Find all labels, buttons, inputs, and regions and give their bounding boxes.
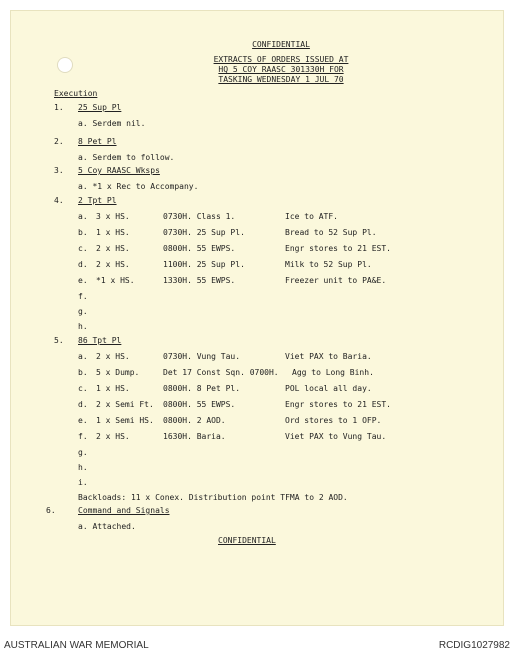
item-title: 2 Tpt Pl xyxy=(78,196,117,205)
row-label: a. xyxy=(78,352,88,361)
row-time-unit: 0730H. Vung Tau. xyxy=(163,352,241,361)
item-title: Command and Signals xyxy=(78,506,170,515)
row-task: POL local all day. xyxy=(285,384,372,393)
row-label: d. xyxy=(78,260,88,269)
row-time-unit: 1630H. Baria. xyxy=(163,432,226,441)
item-title: 8 Pet Pl xyxy=(78,137,117,146)
punch-hole xyxy=(58,58,72,72)
title-line-3: TASKING WEDNESDAY 1 JUL 70 xyxy=(218,75,344,84)
row-task: Milk to 52 Sup Pl. xyxy=(285,260,372,269)
row-task: Viet PAX to Vung Tau. xyxy=(285,432,387,441)
row-label: c. xyxy=(78,244,88,253)
item-title: 86 Tpt Pl xyxy=(78,336,122,345)
row-time-unit: 0800H. 8 Pet Pl. xyxy=(163,384,241,393)
row-vehicles: 2 x HS. xyxy=(96,432,130,441)
row-label-empty: g. xyxy=(78,448,88,457)
row-vehicles: 1 x HS. xyxy=(96,228,130,237)
row-task: Ice to ATF. xyxy=(285,212,338,221)
row-label: f. xyxy=(78,432,88,441)
row-vehicles: 2 x HS. xyxy=(96,260,130,269)
row-time-unit: Det 17 Const Sqn. 0700H. xyxy=(163,368,279,377)
item-number: 6. xyxy=(46,506,56,515)
classification-top: CONFIDENTIAL xyxy=(252,40,310,49)
row-label-empty: f. xyxy=(78,292,88,301)
sub-item: a. Attached. xyxy=(78,522,136,531)
row-label-empty: h. xyxy=(78,322,88,331)
archive-reference: RCDIG1027982 xyxy=(438,640,510,651)
row-time-unit: 0730H. 25 Sup Pl. xyxy=(163,228,245,237)
row-task: Bread to 52 Sup Pl. xyxy=(285,228,377,237)
row-label: e. xyxy=(78,276,88,285)
sub-item: a. Serdem nil. xyxy=(78,119,146,128)
row-label: b. xyxy=(78,368,88,377)
archive-credit: AUSTRALIAN WAR MEMORIAL xyxy=(4,640,149,651)
item-number: 4. xyxy=(54,196,64,205)
row-time-unit: 0800H. 55 EWPS. xyxy=(163,244,236,253)
row-label: e. xyxy=(78,416,88,425)
row-label-empty: g. xyxy=(78,307,88,316)
section-heading: Execution xyxy=(54,89,98,98)
row-time-unit: 1100H. 25 Sup Pl. xyxy=(163,260,245,269)
row-task: Viet PAX to Baria. xyxy=(285,352,372,361)
backloads-line: Backloads: 11 x Conex. Distribution point TFMA to 2 AOD. xyxy=(78,493,348,502)
row-task: Agg to Long Binh. xyxy=(292,368,374,377)
row-task: Freezer unit to PA&E. xyxy=(285,276,387,285)
item-number: 1. xyxy=(54,103,64,112)
row-vehicles: 2 x HS. xyxy=(96,244,130,253)
row-vehicles: 1 x HS. xyxy=(96,384,130,393)
row-label-empty: h. xyxy=(78,463,88,472)
item-title: 25 Sup Pl xyxy=(78,103,122,112)
sub-item: a. *1 x Rec to Accompany. xyxy=(78,182,199,191)
item-number: 5. xyxy=(54,336,64,345)
row-label: d. xyxy=(78,400,88,409)
row-label: b. xyxy=(78,228,88,237)
item-number: 3. xyxy=(54,166,64,175)
row-label: c. xyxy=(78,384,88,393)
row-vehicles: 3 x HS. xyxy=(96,212,130,221)
title-line-1: EXTRACTS OF ORDERS ISSUED AT xyxy=(213,55,349,64)
item-number: 2. xyxy=(54,137,64,146)
row-vehicles: 1 x Semi HS. xyxy=(96,416,154,425)
row-vehicles: 2 x HS. xyxy=(96,352,130,361)
row-label-empty: i. xyxy=(78,478,88,487)
row-task: Engr stores to 21 EST. xyxy=(285,244,391,253)
sub-item: a. Serdem to follow. xyxy=(78,153,175,162)
row-task: Ord stores to 1 OFP. xyxy=(285,416,382,425)
row-time-unit: 1330H. 55 EWPS. xyxy=(163,276,236,285)
row-label: a. xyxy=(78,212,88,221)
row-vehicles: 5 x Dump. xyxy=(96,368,140,377)
row-time-unit: 0730H. Class 1. xyxy=(163,212,236,221)
title-line-2: HQ 5 COY RAASC 301330H FOR xyxy=(218,65,344,74)
row-time-unit: 0800H. 55 EWPS. xyxy=(163,400,236,409)
row-vehicles: *1 x HS. xyxy=(96,276,135,285)
item-title: 5 Coy RAASC Wksps xyxy=(78,166,160,175)
row-vehicles: 2 x Semi Ft. xyxy=(96,400,154,409)
classification-bottom: CONFIDENTIAL xyxy=(218,536,276,545)
row-task: Engr stores to 21 EST. xyxy=(285,400,391,409)
row-time-unit: 0800H. 2 AOD. xyxy=(163,416,226,425)
